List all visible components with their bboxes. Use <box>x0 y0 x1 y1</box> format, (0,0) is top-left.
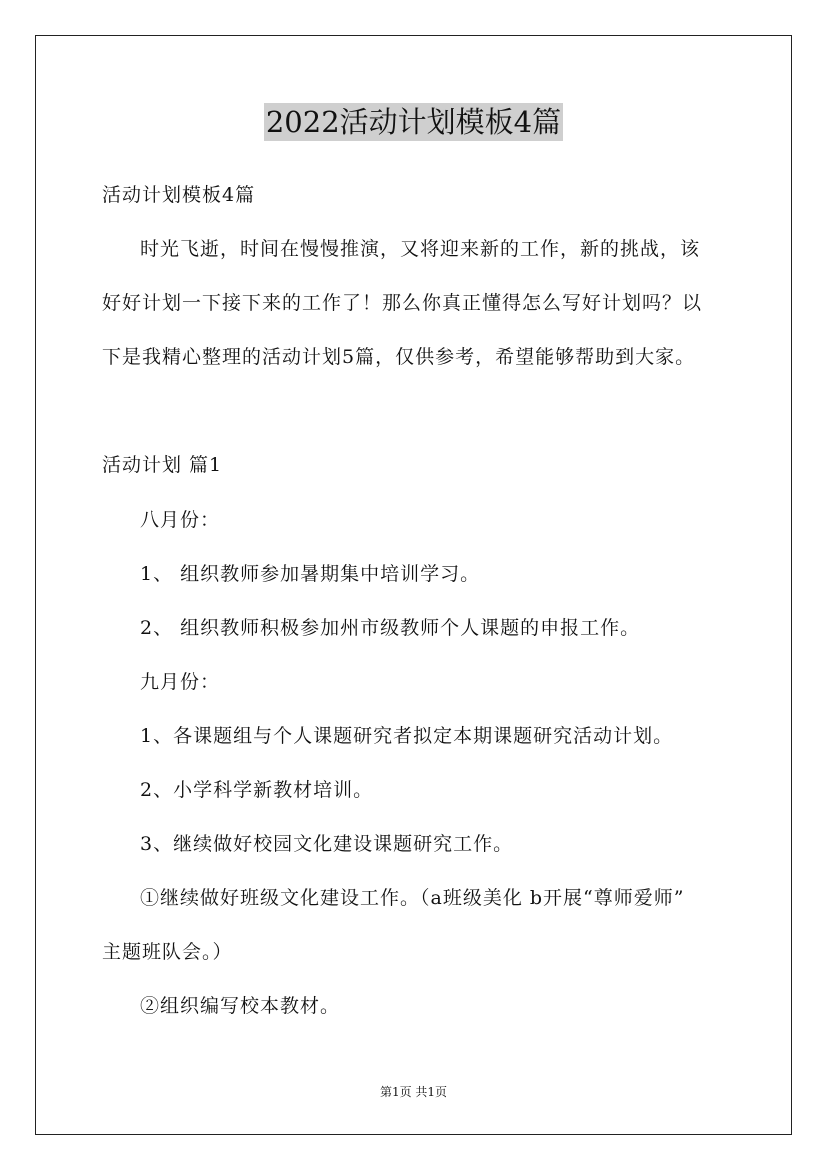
august-item-1: 1、 组织教师参加暑期集中培训学习。 <box>140 563 481 585</box>
intro-line-1: 时光飞逝，时间在慢慢推演，又将迎来新的工作，新的挑战，该 <box>140 238 701 260</box>
september-item-2: 2、小学科学新教材培训。 <box>140 779 374 801</box>
september-item-1: 1、各课题组与个人课题研究者拟定本期课题研究活动计划。 <box>140 725 674 747</box>
sub-item-2: ②组织编写校本教材。 <box>140 995 341 1017</box>
sub-item-1-line-2: 主题班队会。） <box>102 941 233 963</box>
august-item-2: 2、 组织教师积极参加州市级教师个人课题的申报工作。 <box>140 617 641 639</box>
sub-item-1-line-1: ①继续做好班级文化建设工作。（a班级美化 b开展“尊师爱师” <box>140 887 685 909</box>
title-container <box>0 103 827 141</box>
page-footer: 第1页 共1页 <box>379 1085 448 1099</box>
document-title: 2022活动计划模板4篇 <box>265 105 562 139</box>
intro-line-3: 下是我精心整理的活动计划5篇，仅供参考，希望能够帮助到大家。 <box>102 346 696 368</box>
document-subtitle: 活动计划模板4篇 <box>102 184 256 206</box>
section-heading: 活动计划 篇1 <box>102 454 223 476</box>
september-item-3: 3、继续做好校园文化建设课题研究工作。 <box>140 833 514 855</box>
september-label: 九月份： <box>140 671 221 693</box>
intro-line-2: 好好计划一下接下来的工作了！那么你真正懂得怎么写好计划吗？以 <box>102 292 703 314</box>
august-label: 八月份： <box>140 509 221 531</box>
